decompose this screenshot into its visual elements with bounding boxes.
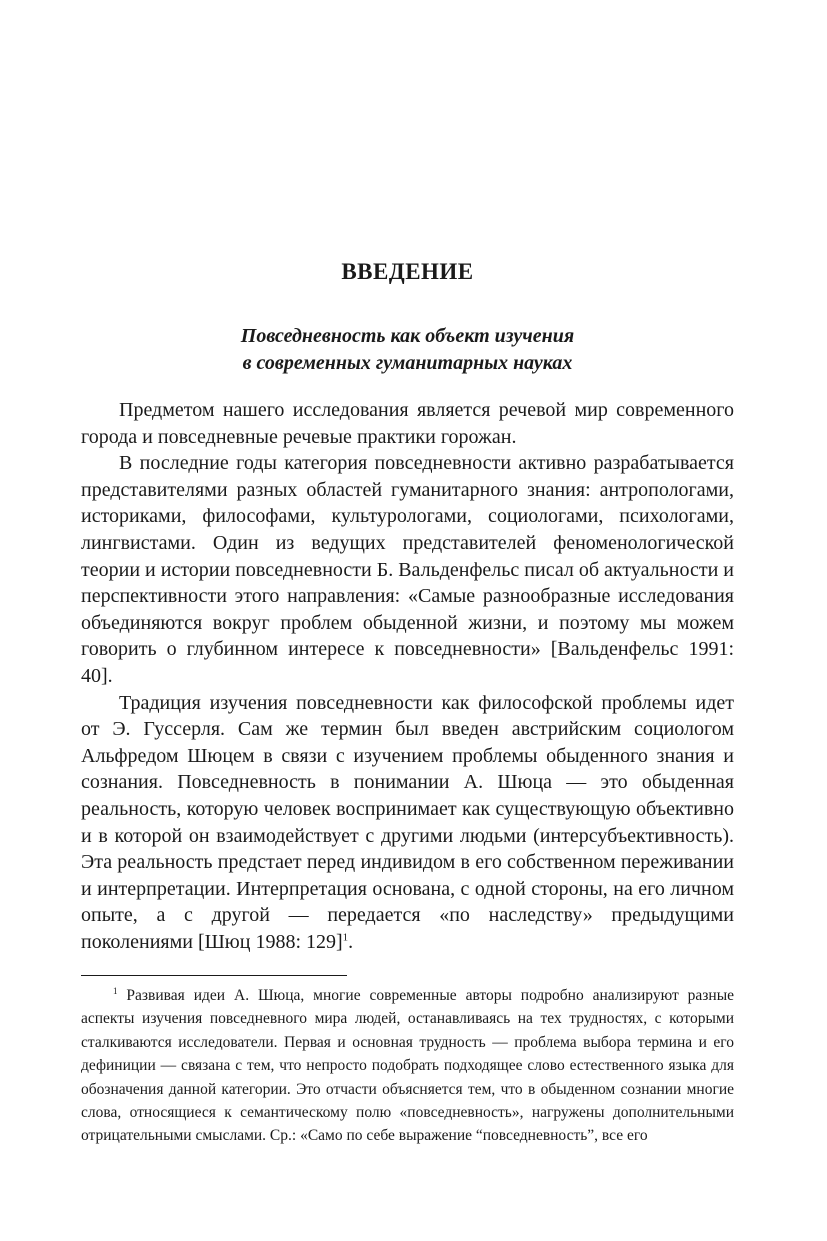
paragraph-3-text: Традиция изучения повседневности как философской проблемы идет от Э. Гуссерля. Сам же термин был введен австрийским социологом Альфредом Шюцем в связи с изучением проблемы обыденного знания и сознания. Повседневность в понимании А. Шюца — это обыденная реальность, которую человек воспринимает как существующую объективно и в которой он взаимодействует с другими людьми (интерсубъективность). Эта реальность предстает перед индивидом в его собственном переживании и интерпретации. Интерпретация основана, с одной стороны, на его личном опыте, а с другой — передается «по наследству» предыдущими поколениями [Шюц 1988: 129] bbox=[81, 691, 734, 953]
section-subtitle bbox=[81, 323, 734, 377]
paragraph-3 bbox=[81, 690, 734, 956]
footnote-reference[interactable]: 1 bbox=[342, 931, 349, 944]
footnote bbox=[81, 984, 734, 1148]
paragraph-3-end: . bbox=[348, 930, 354, 953]
footnote-text: Развивая идеи А. Шюца, многие современные авторы подробно анализируют разные аспекты изучения повседневного мира людей, останавливаясь на тех трудностях, с которыми сталкиваются исследователи. Первая и основная трудность — проблема выбора термина и его дефиниции — связана с тем, что непросто подобрать подходящее слово естественного языка для обозначения данной категории. Это отчасти объясняется тем, что в обыденном сознании многие слова, относящиеся к семантическому полю «повседневность», нагружены дополнительными отрицательными смыслами. Ср.: «Само по себе выражение “повседневность”, все его bbox=[81, 987, 734, 1145]
subtitle-line-1: Повседневность как объект изучения bbox=[240, 325, 575, 347]
footnote-divider bbox=[81, 975, 347, 976]
paragraph-2: В последние годы категория повседневности активно разрабатывается представителями разных областей гуманитарного знания: антропологами, историками, философами, культурологами, социологами, психологами, лингвистами. Один из ведущих представителей феноменологической теории и истории повседневности Б. Вальденфельс писал об актуальности и перспективности этого направления: «Самые разнообразные исследования объединяются вокруг проблем обыденной жизни, и поэтому мы можем говорить о глубинном интересе к повседневности» [Вальденфельс 1991: 40]. bbox=[81, 452, 734, 687]
footnote-marker: 1 bbox=[113, 985, 118, 996]
subtitle-line-2: в современных гуманитарных науках bbox=[242, 352, 573, 374]
body-text bbox=[81, 397, 734, 955]
paragraph-1: Предметом нашего исследования является речевой мир современного города и повседневные речевые практики горожан. bbox=[81, 399, 734, 448]
chapter-title: ВВЕДЕНИЕ bbox=[341, 259, 474, 284]
